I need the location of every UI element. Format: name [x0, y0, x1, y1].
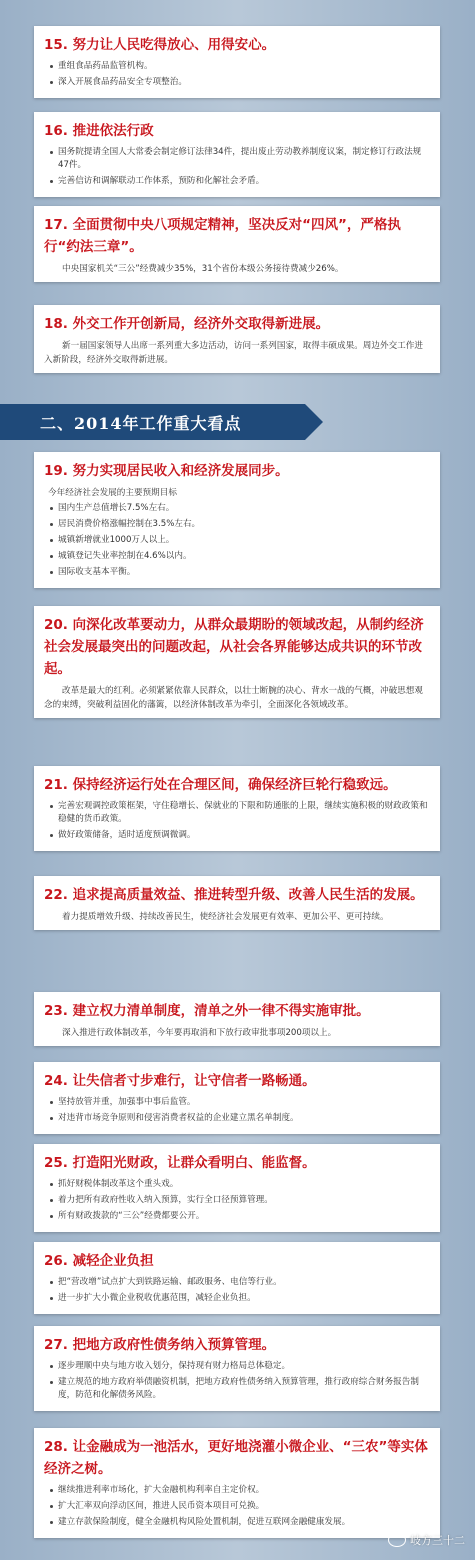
- section-title: 二、2014年工作重大看点: [40, 414, 242, 433]
- list-item: 国内生产总值增长7.5%左右。: [58, 502, 430, 515]
- list-item: 重组食品药品监管机构。: [58, 60, 430, 73]
- list-item: 城镇新增就业1000万人以上。: [58, 534, 430, 547]
- card-title: 20. 向深化改革要动力，从群众最期盼的领域改起，从制约经济社会发展最突出的问题改起，从社会各界能够达成共识的环节改起。: [44, 617, 424, 677]
- list-item: 做好政策储备，适时适度预调微调。: [58, 829, 430, 842]
- card-title: 17. 全面贯彻中央八项规定精神，坚决反对“四风”，严格执行“约法三章”。: [44, 217, 401, 255]
- list-item: 建立存款保险制度，健全金融机构风险处置机制，促进互联网金融健康发展。: [58, 1516, 430, 1529]
- list-item: 城镇登记失业率控制在4.6%以内。: [58, 550, 430, 563]
- bullet-list: [44, 146, 430, 188]
- card-intro: 今年经济社会发展的主要预期目标: [48, 488, 177, 498]
- list-item: 完善宏观调控政策框架，守住稳增长、保就业的下限和防通胀的上限，继续实施积极的财政政策和稳健的货币政策。: [58, 800, 430, 826]
- card-26: [34, 1242, 440, 1314]
- list-item: 扩大汇率双向浮动区间，推进人民币资本项目可兑换。: [58, 1500, 430, 1513]
- card-21: [34, 766, 440, 851]
- card-title: 19. 努力实现居民收入和经济发展同步。: [44, 463, 289, 479]
- card-title: 22. 追求提高质量效益、推进转型升级、改善人民生活的发展。: [44, 887, 424, 903]
- card-text: 中央国家机关“三公”经费减少35%，31个省份本级公务接待费减少26%。: [62, 264, 344, 274]
- list-item: 国际收支基本平衡。: [58, 566, 430, 579]
- card-text: 深入推进行政体制改革，今年要再取消和下放行政审批事项200项以上。: [62, 1028, 337, 1038]
- card-27: [34, 1326, 440, 1411]
- watermark: [388, 1532, 465, 1548]
- card-15: [34, 26, 440, 98]
- list-item: 继续推进利率市场化，扩大金融机构利率自主定价权。: [58, 1484, 430, 1497]
- list-item: 把“营改增”试点扩大到铁路运输、邮政服务、电信等行业。: [58, 1276, 430, 1289]
- card-16: [34, 112, 440, 197]
- list-item: 进一步扩大小微企业税收优惠范围，减轻企业负担。: [58, 1292, 430, 1305]
- wechat-icon: [388, 1533, 406, 1547]
- card-25: [34, 1144, 440, 1232]
- card-title: 23. 建立权力清单制度，清单之外一律不得实施审批。: [44, 1003, 370, 1019]
- list-item: 所有财政拨款的“三公”经费都要公开。: [58, 1210, 430, 1223]
- card-22: [34, 876, 440, 930]
- bullet-list: [44, 1360, 430, 1402]
- list-item: 国务院提请全国人大常委会制定修订法律34件，提出废止劳动教养制度议案，制定修订行政法规47件。: [58, 146, 430, 172]
- card-20: [34, 606, 440, 718]
- card-28: [34, 1428, 440, 1538]
- card-title: 25. 打造阳光财政，让群众看明白、能监督。: [44, 1155, 316, 1171]
- list-item: 深入开展食品药品安全专项整治。: [58, 76, 430, 89]
- list-item: 居民消费价格涨幅控制在3.5%左右。: [58, 518, 430, 531]
- card-text: 着力提质增效升级、持续改善民生，使经济社会发展更有效率、更加公平、更可持续。: [62, 912, 389, 922]
- list-item: 抓好财税体制改革这个重头戏。: [58, 1178, 430, 1191]
- list-item: 对违背市场竞争原则和侵害消费者权益的企业建立黑名单制度。: [58, 1112, 430, 1125]
- card-24: [34, 1062, 440, 1134]
- card-text: 新一届国家领导人出席一系列重大多边活动，访问一系列国家，取得丰硕成果。周边外交工作进入新阶段，经济外交取得新进展。: [44, 341, 423, 365]
- list-item: 逐步理顺中央与地方收入划分，保持现有财力格局总体稳定。: [58, 1360, 430, 1373]
- bullet-list: [44, 60, 430, 89]
- bullet-list: [44, 1178, 430, 1223]
- card-title: 21. 保持经济运行处在合理区间，确保经济巨轮行稳致远。: [44, 777, 397, 793]
- card-text: 改革是最大的红利。必须紧紧依靠人民群众，以壮士断腕的决心、背水一战的气概，冲破思想观念的束缚，突破利益固化的藩篱，以经济体制改革为牵引，全面深化各领域改革。: [44, 686, 423, 710]
- list-item: 着力把所有政府性收入纳入预算，实行全口径预算管理。: [58, 1194, 430, 1207]
- card-title: 15. 努力让人民吃得放心、用得安心。: [44, 37, 276, 53]
- card-title: 24. 让失信者寸步难行，让守信者一路畅通。: [44, 1073, 316, 1089]
- card-title: 28. 让金融成为一池活水，更好地浇灌小微企业、“三农”等实体经济之树。: [44, 1439, 428, 1477]
- bullet-list: [44, 1484, 430, 1529]
- card-title: 18. 外交工作开创新局，经济外交取得新进展。: [44, 316, 330, 332]
- bullet-list: [44, 1096, 430, 1125]
- card-23: [34, 992, 440, 1046]
- card-19: [34, 452, 440, 588]
- list-item: 完善信访和调解联动工作体系，预防和化解社会矛盾。: [58, 175, 430, 188]
- watermark-text: 岐方三十二: [410, 1534, 465, 1547]
- bullet-list: [44, 800, 430, 842]
- card-title: 16. 推进依法行政: [44, 123, 154, 139]
- list-item: 建立规范的地方政府举债融资机制，把地方政府性债务纳入预算管理，推行政府综合财务报告制度，防范和化解债务风险。: [58, 1376, 430, 1402]
- bullet-list: [44, 502, 430, 579]
- section-header: [0, 404, 305, 440]
- card-title: 27. 把地方政府性债务纳入预算管理。: [44, 1337, 276, 1353]
- list-item: 坚持放管并重，加强事中事后监管。: [58, 1096, 430, 1109]
- bullet-list: [44, 1276, 430, 1305]
- card-18: [34, 305, 440, 373]
- card-17: [34, 206, 440, 282]
- card-title: 26. 减轻企业负担: [44, 1253, 154, 1269]
